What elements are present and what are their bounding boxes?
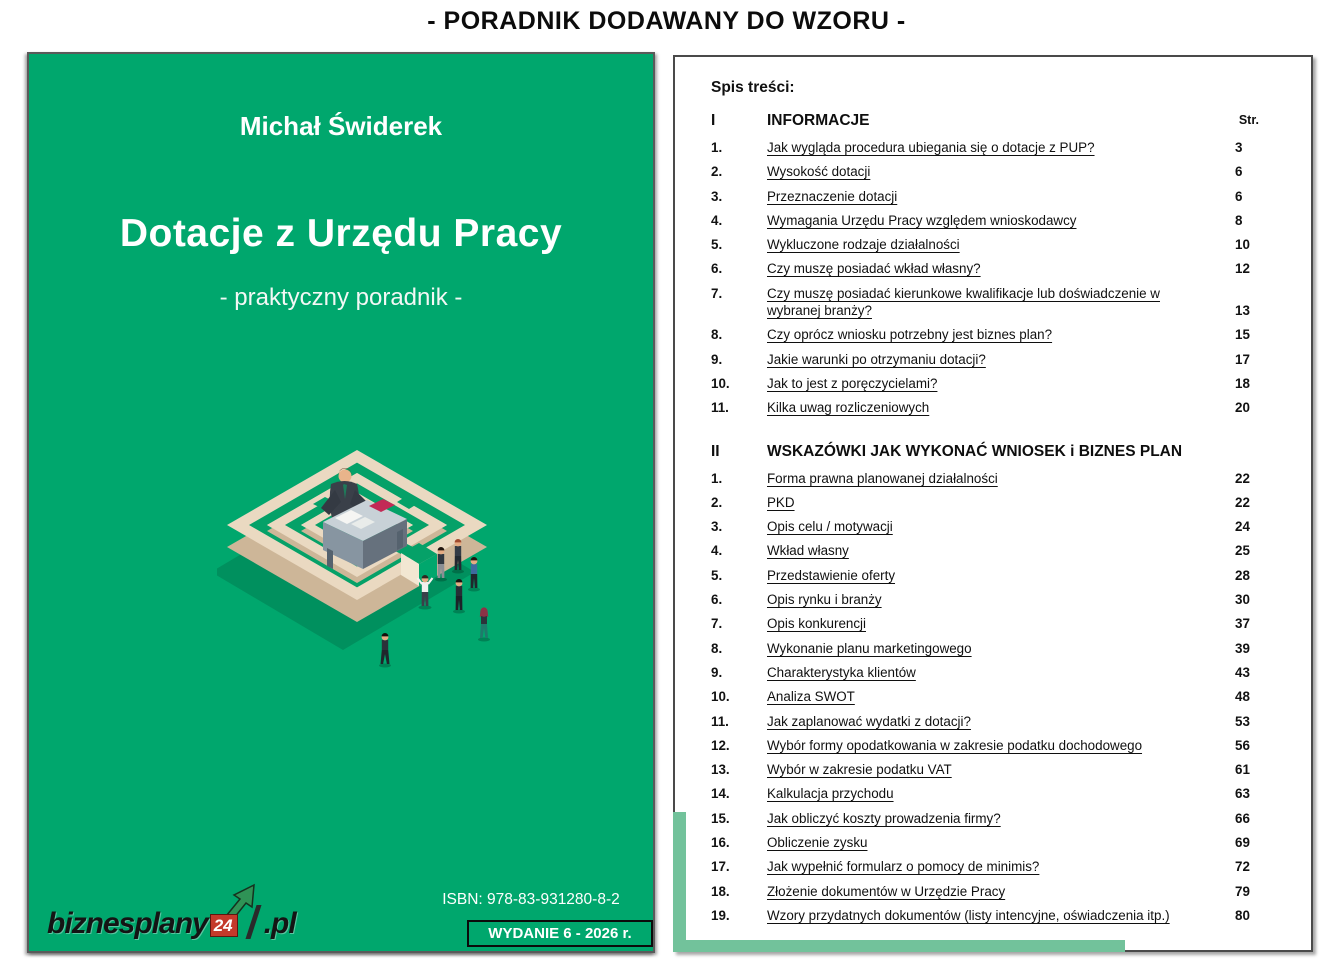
toc-row	[711, 688, 1281, 705]
toc-section	[711, 112, 1281, 417]
toc-row	[711, 212, 1281, 229]
toc-item-link[interactable]: Charakterystyka klientów	[767, 664, 916, 680]
toc-item-page: 37	[1235, 616, 1250, 632]
toc-item-link[interactable]: Wzory przydatnych dokumentów (listy intencyjne, oświadczenia itp.)	[767, 907, 1170, 923]
toc-item-number: 8.	[711, 640, 723, 656]
toc-item-link[interactable]: Kilka uwag rozliczeniowych	[767, 400, 930, 416]
toc-row	[711, 640, 1281, 657]
toc-row	[711, 883, 1281, 900]
toc-item-page: 6	[1235, 164, 1243, 180]
maze-illustration	[217, 420, 517, 702]
toc-section-header	[711, 443, 1281, 461]
toc-item-number: 9.	[711, 664, 723, 680]
toc-item-page: 3	[1235, 140, 1243, 155]
toc-item-number: 4.	[711, 543, 723, 559]
toc-sections	[711, 112, 1281, 924]
toc-item-link[interactable]: Wybór formy opodatkowania w zakresie podatku dochodowego	[767, 737, 1143, 753]
toc-item-number: 3.	[711, 519, 723, 535]
toc-item-link[interactable]: Złożenie dokumentów w Urzędzie Pracy	[767, 883, 1006, 899]
toc-row	[711, 542, 1281, 559]
toc-item-link[interactable]: Przedstawienie oferty	[767, 567, 896, 583]
toc-row	[711, 567, 1281, 584]
toc-page	[673, 55, 1313, 952]
toc-item-page: 12	[1235, 261, 1250, 277]
toc-section-numeral: I	[711, 112, 716, 129]
toc-item-page: 18	[1235, 375, 1250, 391]
toc-item-number: 11.	[711, 400, 729, 416]
toc-row	[711, 188, 1281, 205]
toc-item-number: 11.	[711, 713, 729, 729]
toc-item-number: 19.	[711, 907, 730, 923]
toc-item-link[interactable]: Wysokość dotacji	[767, 164, 871, 180]
toc-item-number: 5.	[711, 237, 723, 253]
toc-row	[711, 858, 1281, 875]
toc-item-page: 72	[1235, 859, 1250, 875]
toc-item-page: 15	[1235, 327, 1250, 343]
toc-page-column-header: Str.	[1238, 113, 1259, 127]
toc-item-page: 80	[1235, 907, 1250, 923]
toc-item-number: 15.	[711, 810, 730, 826]
toc-item-number: 18.	[711, 883, 730, 899]
toc-item-link[interactable]: Kalkulacja przychodu	[767, 786, 894, 802]
toc-item-page: 17	[1235, 351, 1250, 367]
toc-row	[711, 761, 1281, 778]
cover-title: Dotacje z Urzędu Pracy	[119, 212, 563, 255]
toc-item-page: 10	[1235, 237, 1250, 253]
cover-subtitle: - praktyczny poradnik -	[219, 284, 463, 311]
toc-item-number: 9.	[711, 351, 723, 367]
toc-row	[711, 139, 1281, 156]
toc-item-number: 7.	[711, 285, 723, 301]
toc-row	[711, 470, 1281, 487]
toc-item-number: 16.	[711, 835, 730, 851]
toc-row	[711, 907, 1281, 924]
toc-item-number: 1.	[711, 140, 723, 155]
page-title: - PORADNIK DODAWANY DO WZORU -	[427, 7, 906, 35]
logo-text-main: biznesplany	[47, 907, 208, 940]
toc-item-page: 25	[1235, 543, 1250, 559]
toc-item-page: 8	[1235, 212, 1243, 228]
toc-row	[711, 351, 1281, 368]
toc-item-link[interactable]: Wykonanie planu marketingowego	[767, 640, 972, 656]
toc-item-link[interactable]: Jak wygląda procedura ubiegania się o dotacje z PUP?	[767, 140, 1095, 155]
toc-section-header	[711, 112, 1281, 130]
toc-row	[711, 834, 1281, 851]
toc-row	[711, 399, 1281, 416]
toc-item-page: 53	[1235, 713, 1250, 729]
toc-section-title: INFORMACJE	[767, 112, 870, 129]
toc-item-link[interactable]: Jak obliczyć koszty prowadzenia firmy?	[767, 810, 1001, 826]
toc-item-page: 66	[1235, 810, 1250, 826]
toc-item-link[interactable]: Wkład własny	[767, 543, 849, 559]
edition-badge	[467, 920, 653, 947]
logo-text-24: 24	[210, 914, 238, 937]
logo-badge	[210, 883, 262, 939]
toc-row	[711, 518, 1281, 535]
toc-row	[711, 236, 1281, 253]
toc-item-link[interactable]: Opis rynku i branży	[767, 592, 882, 608]
toc-row	[711, 326, 1281, 343]
toc-item-link[interactable]: Analiza SWOT	[767, 689, 855, 705]
toc-row	[711, 285, 1281, 320]
toc-row	[711, 737, 1281, 754]
toc-item-number: 17.	[711, 859, 730, 875]
toc-item-link[interactable]: Czy oprócz wniosku potrzebny jest biznes plan?	[767, 327, 1053, 343]
toc-row	[711, 713, 1281, 730]
publisher-logo	[47, 881, 296, 939]
toc-item-number: 14.	[711, 786, 730, 802]
toc-row	[711, 163, 1281, 180]
toc-item-link[interactable]: Wybór w zakresie podatku VAT	[767, 762, 952, 778]
toc-row	[711, 785, 1281, 802]
toc-item-page: 22	[1235, 470, 1250, 486]
book-cover	[27, 52, 655, 953]
toc-item-link[interactable]: Przeznaczenie dotacji	[767, 188, 898, 204]
toc-item-number: 5.	[711, 567, 723, 583]
toc-item-number: 2.	[711, 494, 723, 510]
toc-item-number: 2.	[711, 164, 723, 180]
toc-item-link[interactable]: Wymagania Urzędu Pracy względem wnioskodawcy	[767, 212, 1077, 228]
toc-item-page: 6	[1235, 188, 1243, 204]
toc-item-link[interactable]: Opis konkurencji	[767, 616, 866, 632]
logo-text-suffix: .pl	[263, 907, 296, 940]
toc-section-title: WSKAZÓWKI JAK WYKONAĆ WNIOSEK i BIZNES PLAN	[767, 442, 1183, 460]
toc-item-number: 8.	[711, 327, 723, 343]
toc-item-link[interactable]: Jak zaplanować wydatki z dotacji?	[767, 713, 971, 729]
toc-item-page: 28	[1235, 567, 1250, 583]
toc-item-link[interactable]: Jak to jest z poręczycielami?	[767, 375, 938, 391]
toc-item-link[interactable]: Forma prawna planowanej działalności	[767, 470, 998, 486]
isbn-text: ISBN: 978-83-931280-8-2	[442, 891, 620, 908]
toc-item-page: 69	[1235, 835, 1250, 851]
toc-row	[711, 260, 1281, 277]
toc-content	[675, 57, 1311, 950]
toc-item-number: 4.	[711, 212, 723, 228]
toc-section-numeral: II	[711, 442, 720, 460]
toc-item-page: 79	[1235, 883, 1250, 899]
toc-item-page: 61	[1235, 762, 1250, 778]
toc-item-link[interactable]: Jak wypełnić formularz o pomocy de minimis?	[767, 859, 1040, 875]
toc-row	[711, 664, 1281, 681]
toc-item-number: 6.	[711, 261, 723, 277]
toc-item-number: 6.	[711, 592, 723, 608]
toc-item-number: 1.	[711, 470, 723, 486]
toc-item-page: 48	[1235, 689, 1250, 705]
toc-heading: Spis treści:	[711, 79, 795, 96]
toc-item-page: 13	[1235, 303, 1250, 319]
toc-item-link[interactable]: Obliczenie zysku	[767, 835, 868, 851]
toc-section	[711, 443, 1281, 925]
toc-item-page: 39	[1235, 640, 1250, 656]
toc-item-page: 22	[1235, 494, 1250, 510]
toc-item-page: 43	[1235, 664, 1250, 680]
toc-item-number: 3.	[711, 188, 723, 204]
toc-item-link[interactable]: Czy muszę posiadać wkład własny?	[767, 261, 981, 277]
edition-label: WYDANIE 6 - 2026 r.	[488, 925, 632, 942]
toc-item-page: 63	[1235, 786, 1250, 802]
cover-author: Michał Świderek	[239, 111, 443, 141]
toc-item-number: 13.	[711, 762, 730, 778]
toc-item-link[interactable]: Czy muszę posiadać kierunkowe kwalifikacje lub doświadczenie w wybranej branży?	[767, 285, 1160, 319]
toc-row	[711, 615, 1281, 632]
toc-item-link[interactable]: Opis celu / motywacji	[767, 519, 893, 535]
toc-item-page: 56	[1235, 737, 1250, 753]
toc-item-number: 7.	[711, 616, 723, 632]
toc-item-link[interactable]: Wykluczone rodzaje działalności	[767, 237, 960, 253]
toc-row	[711, 591, 1281, 608]
toc-item-page: 20	[1235, 400, 1250, 416]
toc-row	[711, 810, 1281, 827]
toc-item-number: 12.	[711, 737, 730, 753]
toc-item-page: 24	[1235, 519, 1250, 535]
toc-row	[711, 494, 1281, 511]
toc-item-link[interactable]: Jakie warunki po otrzymaniu dotacji?	[767, 351, 986, 367]
toc-row	[711, 375, 1281, 392]
toc-item-number: 10.	[711, 375, 730, 391]
toc-item-page: 30	[1235, 592, 1250, 608]
toc-item-number: 10.	[711, 689, 730, 705]
toc-item-link[interactable]: PKD	[767, 494, 795, 510]
